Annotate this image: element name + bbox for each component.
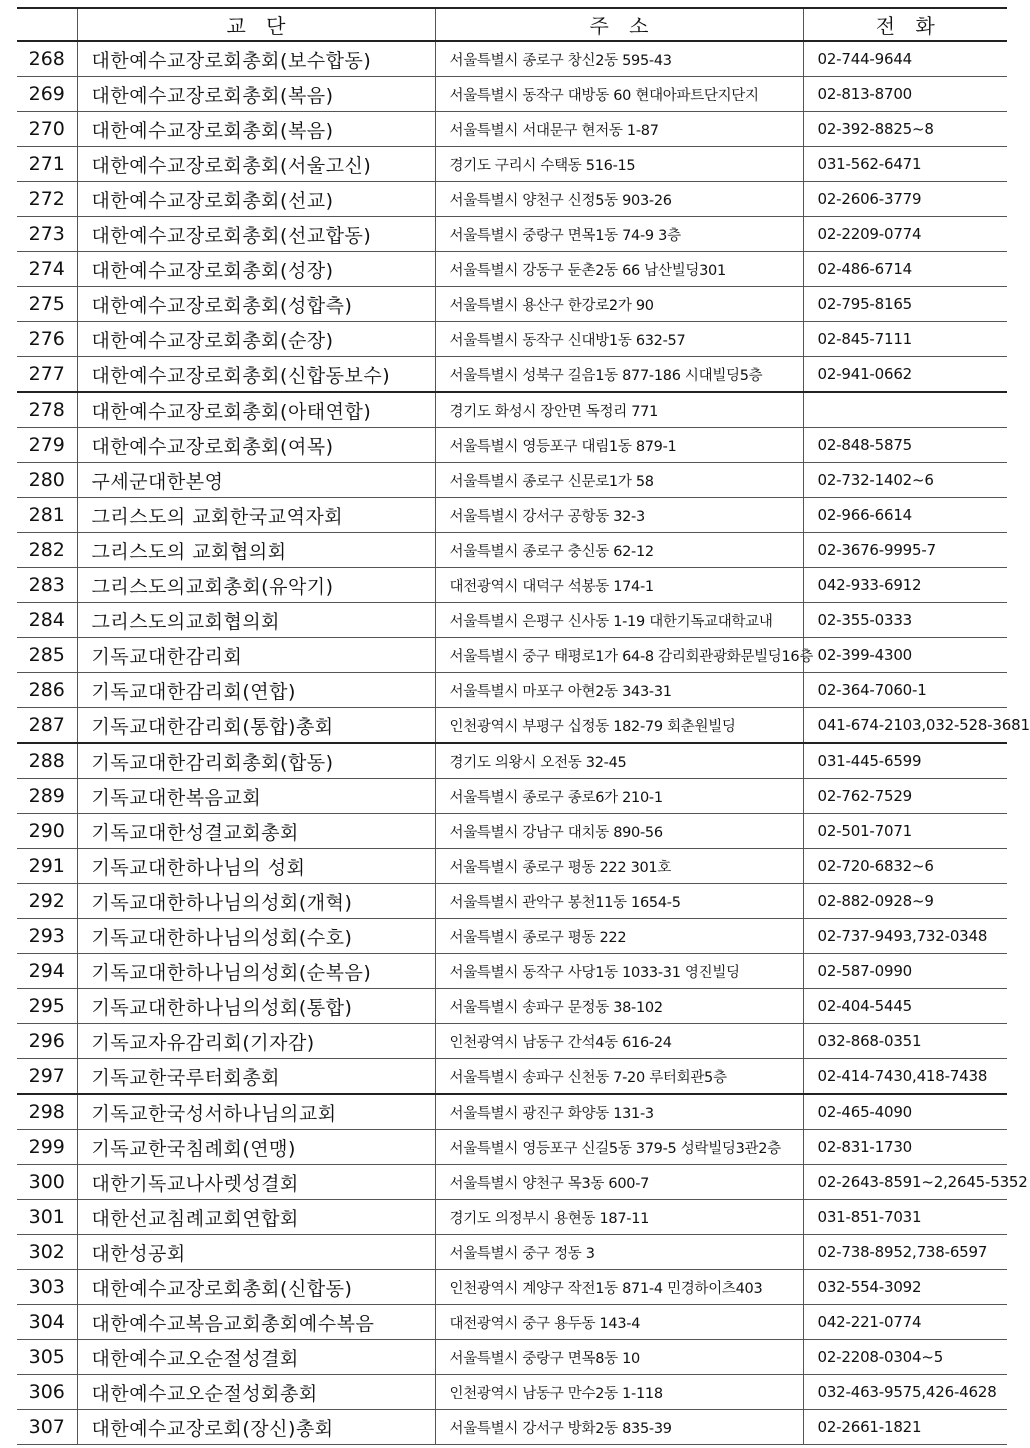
- table-row: [17, 1024, 1007, 1059]
- row-denomination: 구세군대한본영: [77, 463, 435, 498]
- row-number: 280: [17, 463, 77, 498]
- row-phone: 02-848-5875: [803, 428, 1007, 463]
- table-row: [17, 1165, 1007, 1200]
- row-address: 서울특별시 종로구 종로6가 210-1: [435, 779, 803, 814]
- row-number: 292: [17, 884, 77, 919]
- row-address: 서울특별시 광진구 화양동 131-3: [435, 1094, 803, 1130]
- table-row: [17, 392, 1007, 428]
- row-denomination: 대한예수교장로회총회(성장): [77, 252, 435, 287]
- row-number: 282: [17, 533, 77, 568]
- table-row: [17, 287, 1007, 322]
- row-address: 서울특별시 중랑구 면목1동 74-9 3층: [435, 217, 803, 252]
- row-address: 대전광역시 중구 용두동 143-4: [435, 1305, 803, 1340]
- row-number: 283: [17, 568, 77, 603]
- row-denomination: 대한예수교장로회총회(성합측): [77, 287, 435, 322]
- denomination-directory-table: [17, 7, 1030, 1445]
- table-row: [17, 428, 1007, 463]
- row-phone: 02-732-1402~6: [803, 463, 1007, 498]
- row-denomination: 대한예수교장로회총회(신합동보수): [77, 357, 435, 393]
- row-denomination: 대한예수교장로회총회(여목): [77, 428, 435, 463]
- row-phone: 02-486-6714: [803, 252, 1007, 287]
- header-phone: 전 화: [803, 8, 1007, 41]
- row-address: 서울특별시 종로구 평동 222: [435, 919, 803, 954]
- table-row: [17, 673, 1007, 708]
- row-denomination: 대한예수교오순절성회총회: [77, 1375, 435, 1410]
- row-denomination: 대한예수교오순절성결회: [77, 1340, 435, 1375]
- row-number: 269: [17, 77, 77, 112]
- row-number: 279: [17, 428, 77, 463]
- table-row: [17, 217, 1007, 252]
- row-address: 서울특별시 강서구 공항동 32-3: [435, 498, 803, 533]
- row-address: 서울특별시 성북구 길음1동 877-186 시대빌딩5층: [435, 357, 803, 393]
- row-denomination: 대한성공회: [77, 1235, 435, 1270]
- row-number: 307: [17, 1410, 77, 1445]
- row-number: 304: [17, 1305, 77, 1340]
- row-number: 301: [17, 1200, 77, 1235]
- row-denomination: 기독교대한성결교회총회: [77, 814, 435, 849]
- row-number: 284: [17, 603, 77, 638]
- table-row: [17, 1340, 1007, 1375]
- row-address: 서울특별시 강서구 방화2동 835-39: [435, 1410, 803, 1445]
- row-phone: 032-554-3092: [803, 1270, 1007, 1305]
- row-denomination: 기독교대한하나님의성회(수호): [77, 919, 435, 954]
- row-denomination: 대한예수교장로회총회(아태연합): [77, 392, 435, 428]
- table-row: [17, 1200, 1007, 1235]
- row-phone: 02-941-0662: [803, 357, 1007, 393]
- row-number: 297: [17, 1059, 77, 1095]
- row-number: 293: [17, 919, 77, 954]
- row-phone: 02-3676-9995-7: [803, 533, 1007, 568]
- row-phone: [803, 392, 1007, 428]
- row-number: 300: [17, 1165, 77, 1200]
- row-denomination: 기독교대한하나님의 성회: [77, 849, 435, 884]
- table-row: [17, 1130, 1007, 1165]
- table-row: [17, 463, 1007, 498]
- table-row: [17, 708, 1007, 744]
- row-number: 285: [17, 638, 77, 673]
- row-phone: 02-2606-3779: [803, 182, 1007, 217]
- row-phone: 02-2209-0774: [803, 217, 1007, 252]
- row-denomination: 기독교한국루터회총회: [77, 1059, 435, 1095]
- row-phone: 032-868-0351: [803, 1024, 1007, 1059]
- row-denomination: 기독교한국침례회(연맹): [77, 1130, 435, 1165]
- table-row: [17, 498, 1007, 533]
- row-address: 서울특별시 영등포구 대림1동 879-1: [435, 428, 803, 463]
- row-address: 서울특별시 동작구 신대방1동 632-57: [435, 322, 803, 357]
- table-row: [17, 1059, 1007, 1095]
- row-phone: 031-445-6599: [803, 743, 1007, 779]
- row-address: 서울특별시 종로구 창신2동 595-43: [435, 41, 803, 77]
- table-row: [17, 1305, 1007, 1340]
- row-number: 275: [17, 287, 77, 322]
- row-number: 288: [17, 743, 77, 779]
- table-row: [17, 603, 1007, 638]
- row-number: 287: [17, 708, 77, 744]
- row-denomination: 기독교대한하나님의성회(순복음): [77, 954, 435, 989]
- row-number: 294: [17, 954, 77, 989]
- row-address: 서울특별시 중구 정동 3: [435, 1235, 803, 1270]
- row-number: 299: [17, 1130, 77, 1165]
- header-denomination: 교 단: [77, 8, 435, 41]
- row-phone: 042-221-0774: [803, 1305, 1007, 1340]
- row-address: 서울특별시 서대문구 현저동 1-87: [435, 112, 803, 147]
- row-denomination: 대한예수교복음교회총회예수복음: [77, 1305, 435, 1340]
- table-row: [17, 112, 1007, 147]
- row-phone: 02-501-7071: [803, 814, 1007, 849]
- row-address: 서울특별시 종로구 신문로1가 58: [435, 463, 803, 498]
- row-number: 302: [17, 1235, 77, 1270]
- table-row: [17, 1270, 1007, 1305]
- row-denomination: 대한예수교장로회총회(신합동): [77, 1270, 435, 1305]
- row-denomination: 기독교대한감리회총회(합동): [77, 743, 435, 779]
- row-number: 271: [17, 147, 77, 182]
- row-address: 서울특별시 동작구 대방동 60 현대아파트단지단지: [435, 77, 803, 112]
- row-address: 대전광역시 대덕구 석봉동 174-1: [435, 568, 803, 603]
- row-number: 270: [17, 112, 77, 147]
- row-phone: 02-720-6832~6: [803, 849, 1007, 884]
- row-address: 경기도 의왕시 오전동 32-45: [435, 743, 803, 779]
- row-address: 경기도 화성시 장안면 독정리 771: [435, 392, 803, 428]
- row-number: 289: [17, 779, 77, 814]
- row-phone: 02-399-4300: [803, 638, 1007, 673]
- row-number: 291: [17, 849, 77, 884]
- table-row: [17, 322, 1007, 357]
- row-phone: 031-851-7031: [803, 1200, 1007, 1235]
- row-denomination: 대한예수교장로회총회(서울고신): [77, 147, 435, 182]
- row-phone: 02-2208-0304~5: [803, 1340, 1007, 1375]
- table-row: [17, 77, 1007, 112]
- row-denomination: 기독교자유감리회(기자감): [77, 1024, 435, 1059]
- header-number: [17, 8, 77, 41]
- row-address: 서울특별시 종로구 평동 222 301호: [435, 849, 803, 884]
- row-number: 306: [17, 1375, 77, 1410]
- table-row: [17, 849, 1007, 884]
- row-address: 인천광역시 부평구 십정동 182-79 회춘원빌딩: [435, 708, 803, 744]
- row-denomination: 기독교대한감리회: [77, 638, 435, 673]
- table-row: [17, 182, 1007, 217]
- row-phone: 02-966-6614: [803, 498, 1007, 533]
- row-phone: 02-587-0990: [803, 954, 1007, 989]
- row-phone: 02-738-8952,738-6597: [803, 1235, 1007, 1270]
- row-number: 295: [17, 989, 77, 1024]
- header-row: [17, 8, 1007, 41]
- row-address: 인천광역시 남동구 만수2동 1-118: [435, 1375, 803, 1410]
- row-denomination: 대한예수교장로회총회(복음): [77, 77, 435, 112]
- row-phone: 02-831-1730: [803, 1130, 1007, 1165]
- row-denomination: 기독교대한복음교회: [77, 779, 435, 814]
- row-address: 경기도 구리시 수택동 516-15: [435, 147, 803, 182]
- row-address: 경기도 의정부시 용현동 187-11: [435, 1200, 803, 1235]
- table-row: [17, 1094, 1007, 1130]
- row-denomination: 그리스도의 교회협의회: [77, 533, 435, 568]
- header-address: 주 소: [435, 8, 803, 41]
- row-address: 서울특별시 종로구 충신동 62-12: [435, 533, 803, 568]
- row-phone: 02-744-9644: [803, 41, 1007, 77]
- row-denomination: 그리스도의교회협의회: [77, 603, 435, 638]
- row-address: 서울특별시 송파구 문정동 38-102: [435, 989, 803, 1024]
- table-row: [17, 743, 1007, 779]
- row-phone: 02-392-8825~8: [803, 112, 1007, 147]
- row-address: 서울특별시 강동구 둔촌2동 66 남산빌딩301: [435, 252, 803, 287]
- row-address: 서울특별시 마포구 아현2동 343-31: [435, 673, 803, 708]
- row-number: 298: [17, 1094, 77, 1130]
- row-number: 296: [17, 1024, 77, 1059]
- row-phone: 042-933-6912: [803, 568, 1007, 603]
- row-address: 서울특별시 송파구 신천동 7-20 루터회관5층: [435, 1059, 803, 1095]
- row-denomination: 그리스도의 교회한국교역자회: [77, 498, 435, 533]
- row-address: 서울특별시 양천구 목3동 600-7: [435, 1165, 803, 1200]
- table-row: [17, 1410, 1007, 1445]
- row-address: 서울특별시 강남구 대치동 890-56: [435, 814, 803, 849]
- row-phone: 02-845-7111: [803, 322, 1007, 357]
- table-row: [17, 814, 1007, 849]
- row-number: 274: [17, 252, 77, 287]
- row-number: 276: [17, 322, 77, 357]
- row-address: 서울특별시 영등포구 신길5동 379-5 성락빌딩3관2층: [435, 1130, 803, 1165]
- row-number: 273: [17, 217, 77, 252]
- table-row: [17, 1375, 1007, 1410]
- row-phone: 02-813-8700: [803, 77, 1007, 112]
- row-number: 305: [17, 1340, 77, 1375]
- row-phone: 02-882-0928~9: [803, 884, 1007, 919]
- table-row: [17, 147, 1007, 182]
- row-denomination: 대한예수교장로회총회(복음): [77, 112, 435, 147]
- row-phone: 02-762-7529: [803, 779, 1007, 814]
- table-row: [17, 533, 1007, 568]
- row-denomination: 기독교대한하나님의성회(개혁): [77, 884, 435, 919]
- row-address: 서울특별시 용산구 한강로2가 90: [435, 287, 803, 322]
- row-phone: 02-355-0333: [803, 603, 1007, 638]
- row-number: 278: [17, 392, 77, 428]
- table-row: [17, 568, 1007, 603]
- row-number: 303: [17, 1270, 77, 1305]
- row-denomination: 대한예수교장로회총회(선교): [77, 182, 435, 217]
- table-row: [17, 919, 1007, 954]
- table-row: [17, 989, 1007, 1024]
- row-phone: 032-463-9575,426-4628: [803, 1375, 1007, 1410]
- row-phone: 02-795-8165: [803, 287, 1007, 322]
- row-phone: 02-404-5445: [803, 989, 1007, 1024]
- row-number: 286: [17, 673, 77, 708]
- row-denomination: 대한예수교장로회총회(순장): [77, 322, 435, 357]
- table-row: [17, 779, 1007, 814]
- row-denomination: 기독교대한감리회(연합): [77, 673, 435, 708]
- row-denomination: 기독교한국성서하나님의교회: [77, 1094, 435, 1130]
- row-address: 서울특별시 중구 태평로1가 64-8 감리회관광화문빌딩16층: [435, 638, 803, 673]
- table-row: [17, 1235, 1007, 1270]
- row-denomination: 대한예수교장로회총회(선교합동): [77, 217, 435, 252]
- table-row: [17, 357, 1007, 393]
- row-address: 인천광역시 남동구 간석4동 616-24: [435, 1024, 803, 1059]
- row-phone: 031-562-6471: [803, 147, 1007, 182]
- row-number: 268: [17, 41, 77, 77]
- row-address: 인천광역시 계양구 작전1동 871-4 민경하이츠403: [435, 1270, 803, 1305]
- table-row: [17, 252, 1007, 287]
- row-number: 290: [17, 814, 77, 849]
- row-number: 281: [17, 498, 77, 533]
- table-row: [17, 638, 1007, 673]
- row-phone: 02-2661-1821: [803, 1410, 1007, 1445]
- row-denomination: 대한예수교장로회총회(보수합동): [77, 41, 435, 77]
- row-denomination: 대한예수교장로회(장신)총회: [77, 1410, 435, 1445]
- row-denomination: 기독교대한감리회(통합)총회: [77, 708, 435, 744]
- table-row: [17, 884, 1007, 919]
- row-number: 272: [17, 182, 77, 217]
- row-number: 277: [17, 357, 77, 393]
- row-phone: 02-465-4090: [803, 1094, 1007, 1130]
- row-phone: 02-364-7060-1: [803, 673, 1007, 708]
- row-address: 서울특별시 양천구 신정5동 903-26: [435, 182, 803, 217]
- row-address: 서울특별시 중랑구 면목8동 10: [435, 1340, 803, 1375]
- row-denomination: 기독교대한하나님의성회(통합): [77, 989, 435, 1024]
- row-address: 서울특별시 동작구 사당1동 1033-31 영진빌딩: [435, 954, 803, 989]
- row-phone: 041-674-2103,032-528-3681: [803, 708, 1007, 744]
- table-row: [17, 954, 1007, 989]
- table-row: [17, 41, 1007, 77]
- row-denomination: 대한기독교나사렛성결회: [77, 1165, 435, 1200]
- row-denomination: 대한선교침례교회연합회: [77, 1200, 435, 1235]
- row-address: 서울특별시 은평구 신사동 1-19 대한기독교대학교내: [435, 603, 803, 638]
- row-address: 서울특별시 관악구 봉천11동 1654-5: [435, 884, 803, 919]
- row-phone: 02-414-7430,418-7438: [803, 1059, 1007, 1095]
- row-denomination: 그리스도의교회총회(유악기): [77, 568, 435, 603]
- row-phone: 02-737-9493,732-0348: [803, 919, 1007, 954]
- row-phone: 02-2643-8591~2,2645-5352: [803, 1165, 1007, 1200]
